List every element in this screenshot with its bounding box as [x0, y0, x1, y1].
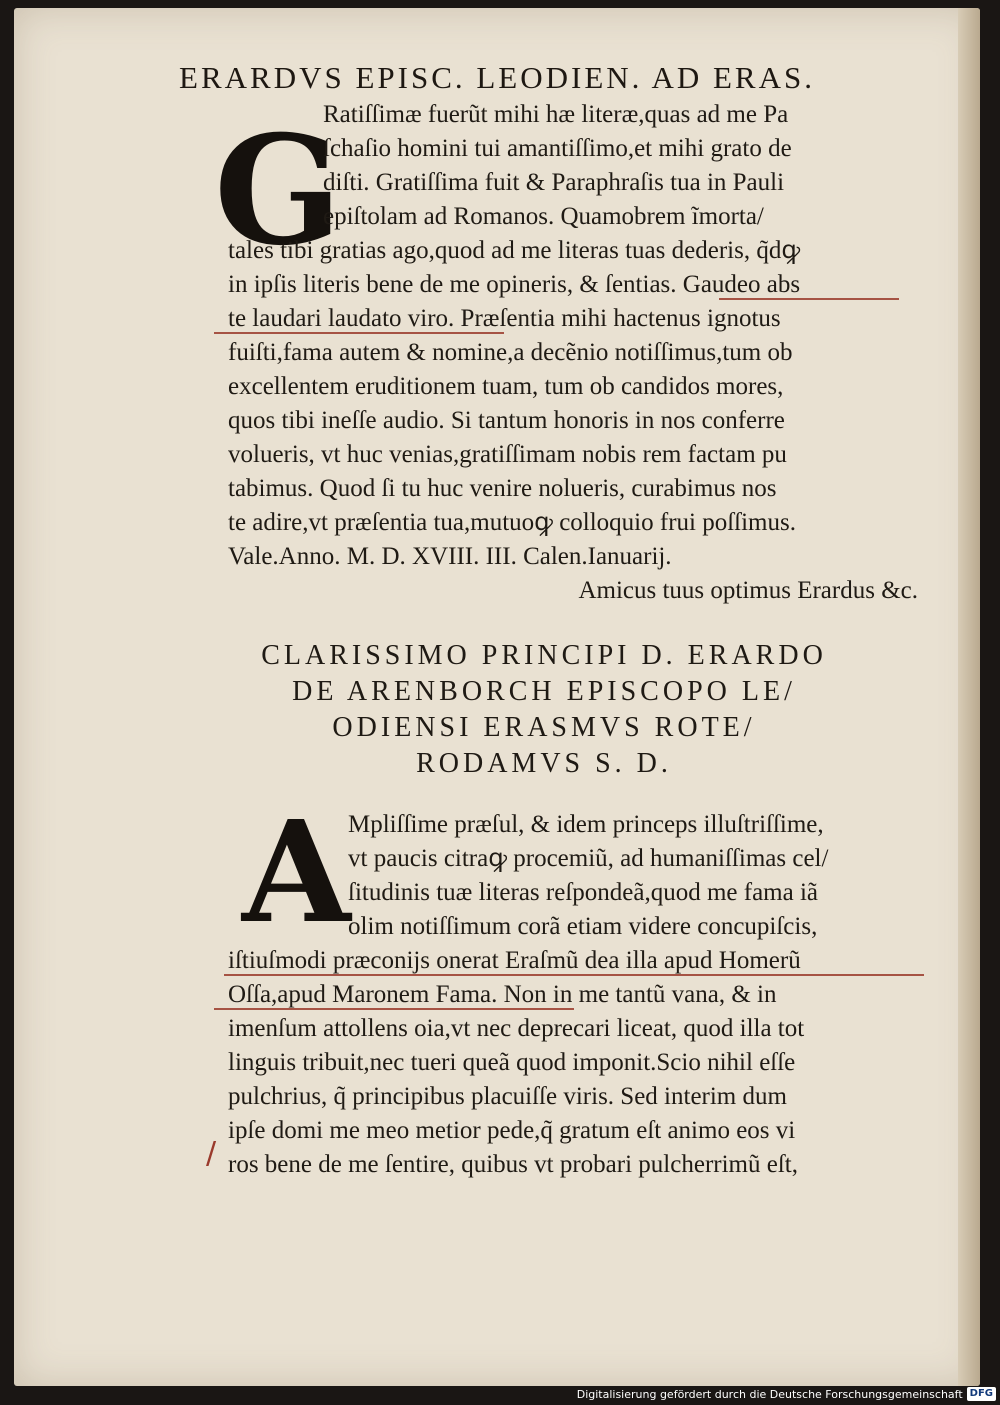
text-line: iſtiuſmodi præconĳs onerat Eraſmũ dea illa apud Homerũ — [228, 947, 801, 974]
text-line: olim notiſſimum corã etiam videre concupiſcis, — [348, 913, 818, 940]
text-line: volueris, vt huc venias,gratiſſimam nobis rem factam pu — [228, 441, 787, 468]
text-line: linguis tribuit,nec tueri queã quod imponit.Scio nihil eſſe — [228, 1049, 796, 1076]
running-head: ERARDVS EPISC. LEODIEN. AD ERAS. — [179, 60, 815, 95]
text-line: tales tibi gratias ago,quod ad me literas tuas dederis, q̃dꝙ — [228, 237, 801, 264]
signature-line: Amicus tuus optimus Erardus &c. — [578, 577, 918, 604]
letter-erasmus — [228, 808, 928, 1182]
heading-line: ODIENSI ERASMVS ROTE/ — [332, 712, 756, 743]
text-line: Oſſa,apud Maronem Fama. Non in me tantũ vana, & in — [228, 981, 777, 1008]
text-line: ſitudinis tuæ literas reſpondeã,quod me fama iã — [348, 879, 819, 906]
text-line: te adire,vt præſentia tua,mutuoꝙ colloquio frui poſſimus. — [228, 509, 796, 536]
digitization-footer — [577, 1386, 996, 1402]
footer-text: Digitalisierung gefördert durch die Deutsche Forschungsgemeinschaft — [576, 1387, 963, 1401]
heading-line: RODAMVS S. D. — [416, 748, 672, 779]
text-line: in ipſis literis bene de me opineris, & ſentias. Gaudeo abs — [228, 271, 801, 298]
red-underline — [214, 332, 504, 334]
red-underline — [214, 1008, 574, 1010]
text-line: imenſum attollens oia,vt nec deprecari liceat, quod illa tot — [228, 1015, 805, 1042]
heading-line: CLARISSIMO PRINCIPI D. ERARDO — [261, 640, 827, 671]
text-line: diſti. Gratiſſima fuit & Paraphraſis tua in Pauli — [323, 169, 785, 196]
text-line: quos tibi ineſſe audio. Si tantum honoris in nos conferre — [228, 407, 785, 434]
red-underline — [719, 298, 899, 300]
drop-cap-a: A — [242, 791, 351, 955]
text-line: ſchaſio homini tui amantiſſimo,et mihi grato de — [323, 135, 792, 162]
text-line: vt paucis citraꝙ procemiũ, ad humaniſſimas cel/ — [348, 845, 829, 872]
text-line: pulchrius, q̃ principibus placuiſſe viris. Sed interim dum — [228, 1083, 787, 1110]
text-line: ros bene de me ſentire, quibus vt probari pulcherrimũ eſt, — [228, 1151, 798, 1178]
heading-line: DE ARENBORCH EPISCOPO LE/ — [292, 676, 796, 707]
dfg-logo: DFG — [967, 1387, 996, 1401]
text-line: Mpliſſime præſul, & idem princeps illuſtriſſime, — [348, 811, 824, 838]
drop-cap-g: G — [214, 103, 343, 279]
text-line: tabimus. Quod ſi tu huc venire nolueris, curabimus nos — [228, 475, 777, 502]
text-line: excellentem eruditionem tuam, tum ob candidos mores, — [228, 373, 784, 400]
text-line: epiſtolam ad Romanos. Quamobrem ĩmorta/ — [323, 203, 764, 230]
margin-mark: / — [206, 1136, 217, 1171]
page-edge — [958, 8, 980, 1386]
letter-heading — [194, 638, 894, 782]
text-line: Vale.Anno. M. D. XVIII. III. Calen.Ianuarĳ. — [228, 543, 672, 570]
letter-erardus — [228, 98, 928, 608]
text-line: te laudari laudato viro. Præſentia mihi hactenus ignotus — [228, 305, 781, 332]
book-page — [14, 8, 980, 1386]
text-line: ipſe domi me meo metior pede,q̃ gratum eſt animo eos vi — [228, 1117, 796, 1144]
text-line: fuiſti,fama autem & nomine,a decẽnio notiſſimus,tum ob — [228, 339, 793, 366]
text-line: Ratiſſimæ fuerũt mihi hæ literæ,quas ad me Pa — [323, 101, 789, 128]
red-underline — [224, 974, 924, 976]
